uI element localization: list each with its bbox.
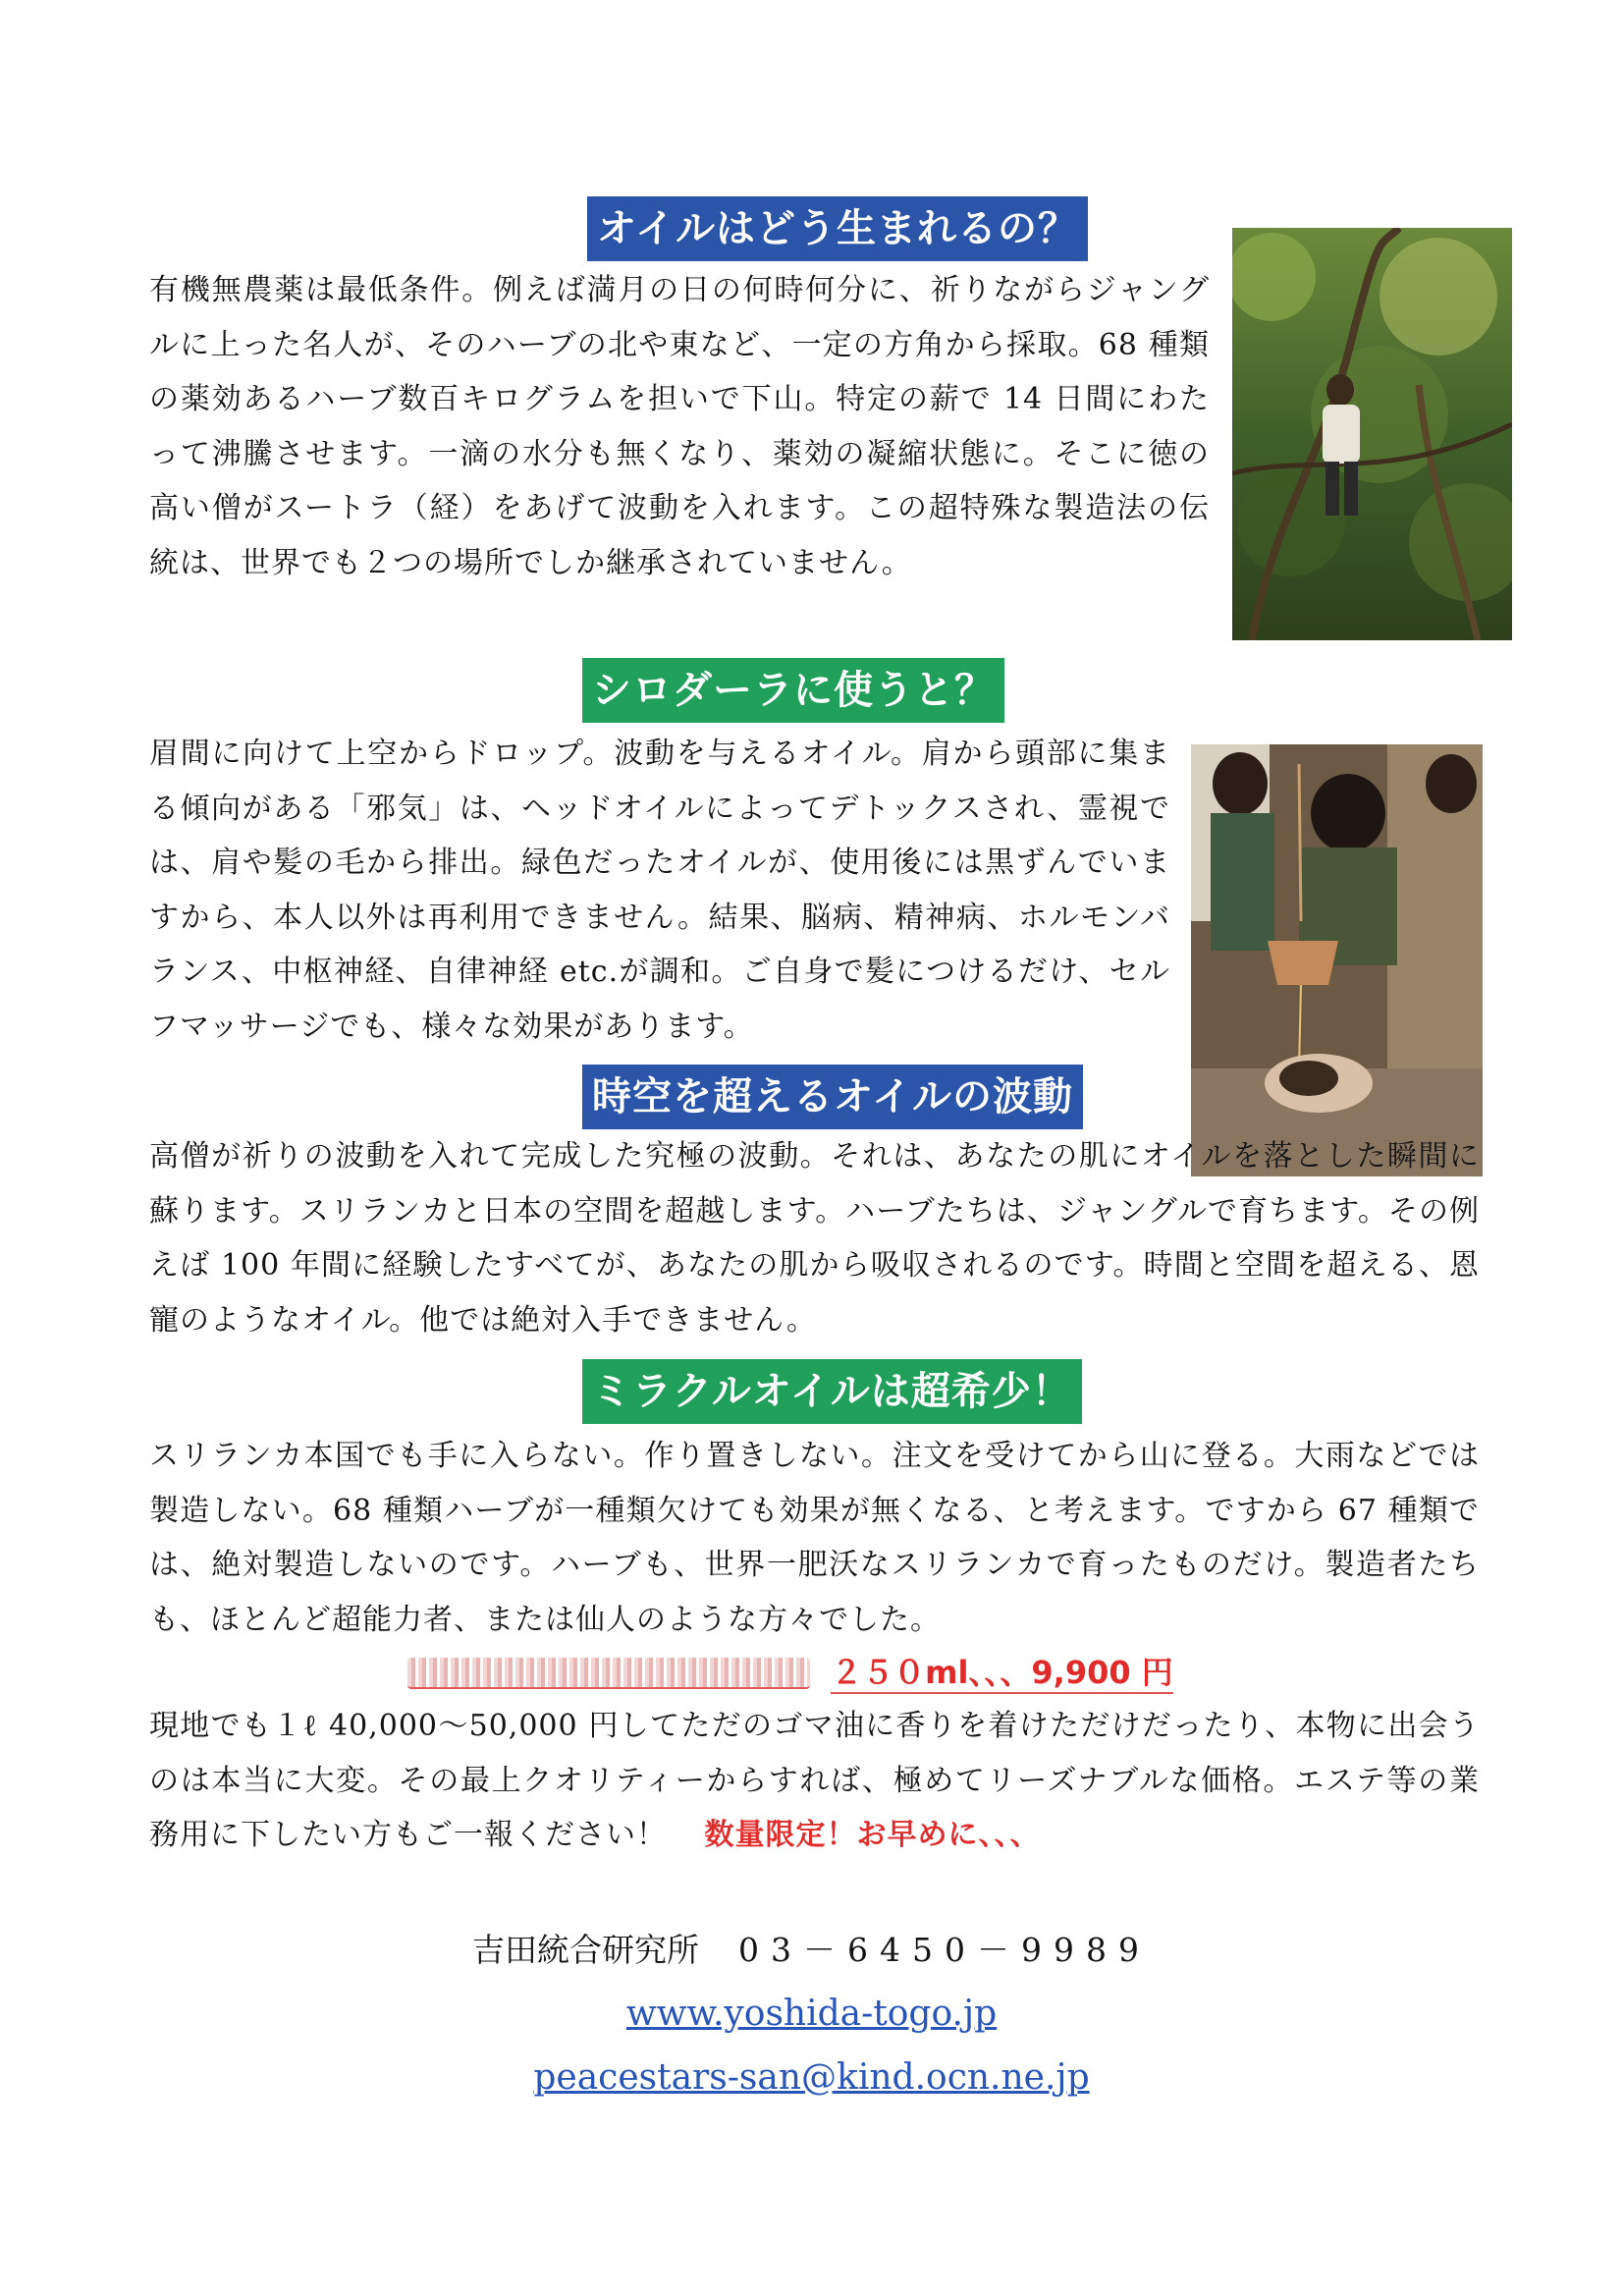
jungle-photo-icon	[1232, 228, 1512, 640]
section-heading-rarity: ミラクルオイルは超希少！	[582, 1359, 1082, 1424]
shirodhara-treatment-photo	[1191, 744, 1483, 1176]
section-body-rarity: スリランカ本国でも手に入らない。作り置きしない。注文を受けてから山に登る。大雨などでは製造しない。68 種類ハーブが一種類欠けても効果が無くなる、と考えます。ですから 67 種類では、絶対製造しないのです。ハーブも、世界一肥沃なスリランカで育ったものだけ。製造者たちも、ほとんど超能力者、または仙人のような方々でした。	[149, 1439, 1480, 1637]
email-row	[0, 2057, 1623, 2098]
closing-paragraph	[149, 1699, 1480, 1863]
section-heading-oil-origin: オイルはどう生まれるの？	[587, 196, 1088, 261]
limited-quantity-note: 数量限定！お早めに、、、	[704, 1818, 1041, 1852]
section-heading-shirodhara: シロダーラに使うと？	[582, 658, 1004, 723]
website-row	[0, 1994, 1623, 2034]
section-body-oil-origin: 有機無農薬は最低条件。例えば満月の日の何時何分に、祈りながらジャングルに上った名人が、そのハーブの北や東など、一定の方角から採取。68 種類の薬効あるハーブ数百キログラムを担いで下山。特定の薪で 14 日間にわたって沸騰させます。一滴の水分も無くなり、薬効の凝縮状態に。そこに徳の高い僧がスートラ（経）をあげて波動を入れます。この超特殊な製造法の伝統は、世界でも２つの場所でしか継承されていません。	[149, 273, 1210, 580]
jungle-climber-photo	[1232, 228, 1512, 640]
price-line	[407, 1653, 1173, 1696]
contact-company-line	[0, 1925, 1623, 1971]
section-heading-vibration: 時空を超えるオイルの波動	[582, 1065, 1083, 1129]
company-name: 吉田統合研究所	[472, 1931, 700, 1969]
website-link[interactable]: www.yoshida-togo.jp	[625, 1994, 998, 2034]
closing-text: 現地でも１ℓ 40,000〜50,000 円してただのゴマ油に香りを着けただけだったり、本物に出会うのは本当に大変。その最上クオリティーからすれば、極めてリーズナブルな価格。エステ等の業務用に下したい方もご一報ください！	[149, 1709, 1480, 1852]
section-body-vibration: 高僧が祈りの波動を入れて完成した究極の波動。それは、あなたの肌にオイルを落とした瞬間に蘇ります。スリランカと日本の空間を超越します。ハーブたちは、ジャングルで育ちます。その例えば 100 年間に経験したすべてが、あなたの肌から吸収されるのです。時間と空間を超える、恩寵のようなオイル。他では絶対入手できません。	[149, 1139, 1480, 1338]
treatment-photo-icon	[1191, 744, 1483, 1176]
section-body-shirodhara: 眉間に向けて上空からドロップ。波動を与えるオイル。肩から頭部に集まる傾向がある「邪気」は、ヘッドオイルによってデトックスされ、霊視では、肩や髪の毛から排出。緑色だったオイルが、使用後には黒ずんでいますから、本人以外は再利用できません。結果、脳病、精神病、ホルモンバランス、中枢神経、自律神経 etc.が調和。ご自身で髪につけるだけ、セルフマッサージでも、様々な効果があります。	[149, 737, 1170, 1044]
redacted-product-name	[407, 1658, 810, 1689]
price-text: ２５０ml、、、9,900 円	[831, 1653, 1173, 1694]
phone-number[interactable]: 03－6450－9989	[738, 1931, 1151, 1969]
email-link[interactable]: peacestars-san@kind.ocn.ne.jp	[533, 2057, 1090, 2098]
